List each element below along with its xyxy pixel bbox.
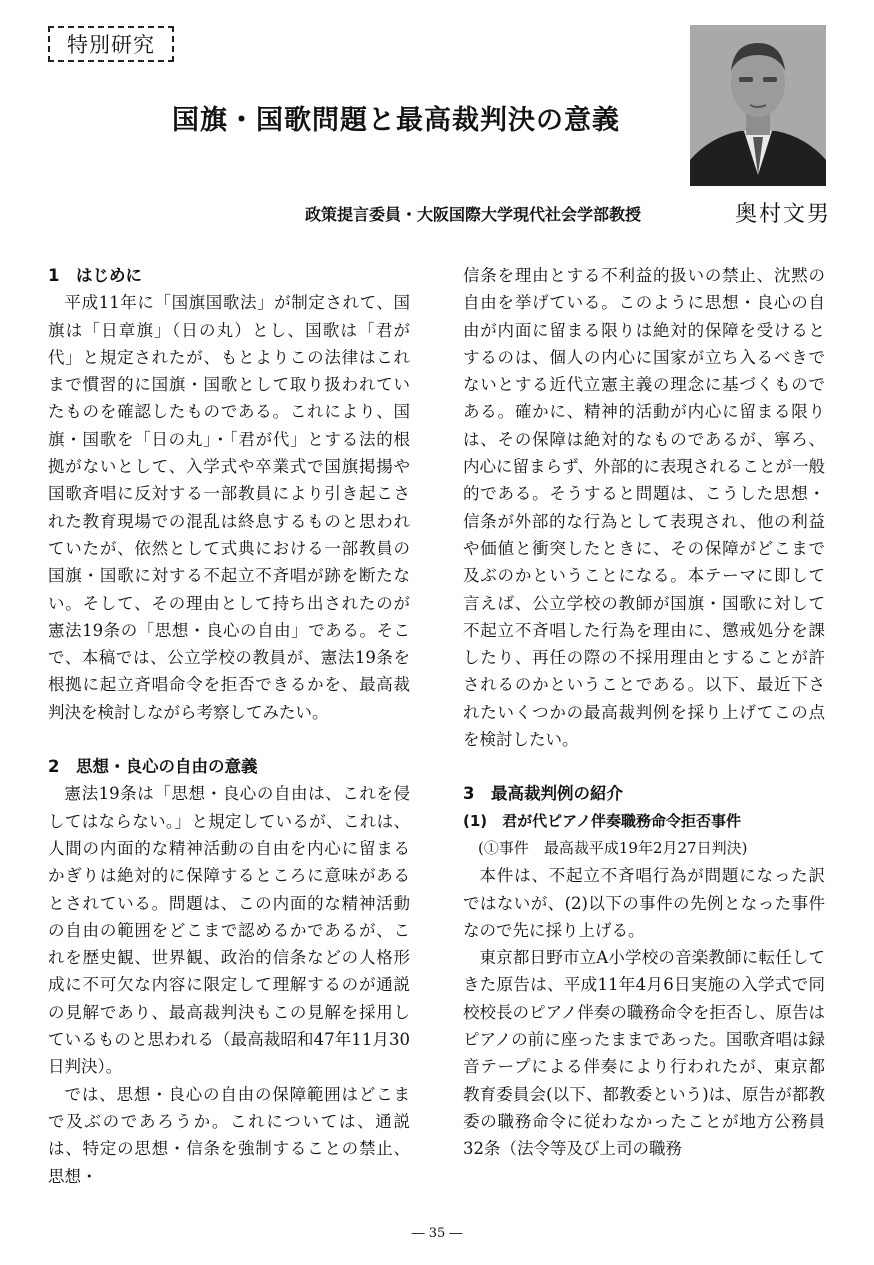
article-title: 国旗・国歌問題と最高裁判決の意義 [172, 105, 620, 136]
continued-paragraph: 信条を理由とする不利益的扱いの禁止、沈黙の自由を挙げている。このように思想・良心の自由が内面に留まる限りは絶対的保障を受けるとするのは、個人の内心に国家が立ち入るべきでないとする近代立憲主義の理念に基づくものである。確かに、精神的活動が内心に留まる限りは、その保障は絶対的なものであるが、寧ろ、内心に留まらず、外部的に表現されることが一般的である。そうすると問題は、こうした思想・信条が外部的な行為として表現され、他の利益や価値と衝突したときに、その保障がどこまで及ぶのかということになる。本テーマに即して言えば、公立学校の教師が国旗・国歌に対して不起立不斉唱した行為を理由に、懲戒処分を課したり、再任の際の不採用理由とすることが許されるのかということである。以下、最近下されたいくつかの最高裁判例を採り上げてこの点を検討したい。 [463, 266, 825, 750]
author-affiliation: 政策提言委員・大阪国際大学現代社会学部教授 [305, 205, 642, 224]
section-2-heading: 2 思想・良心の自由の意義 [48, 757, 258, 777]
author-portrait-image [690, 25, 826, 186]
section-1-paragraph-1: 平成11年に「国旗国歌法」が制定されて、国旗は「日章旗」（日の丸）とし、国歌は「君が代」と規定されたが、もとよりこの法律はこれまで慣習的に国旗・国歌として取り扱われていたものを確認したものである。これにより、国旗・国歌を「日の丸」・「君が代」とする法的根拠がないとして、入学式や卒業式で国旗掲揚や国歌斉唱に反対する一部教員により引き起こされた教育現場での混乱は終息するものと思われていたが、依然として式典における一部教員の国旗・国歌に対する不起立不斉唱が跡を断たない。そして、その理由として持ち出されたのが憲法19条の「思想・良心の自由」である。そこで、本稿では、公立学校の教員が、憲法19条を根拠に起立斉唱命令を拒否できるかを、最高裁判決を検討しながら考察してみたい。 [48, 293, 410, 722]
section-3-heading: 3 最高裁判例の紹介 [463, 784, 623, 804]
author-name: 奥村文男 [735, 202, 832, 227]
section-2-paragraph-1: 憲法19条は「思想・良心の自由は、これを侵してはならない。」と規定しているが、これは、人間の内面的な精神活動の自由を内心に留まるかぎりは絶対的に保障するところに意味があるとされている。問題は、この内面的な精神活動の自由の範囲をどこまで認めるかであるが、これを歴史観、世界観、政治的信条などの人格形成に不可欠な内容に限定して理解するのが通説の見解であり、最高裁判決もこの見解を採用しているものと思われる（最高裁昭和47年11月30日判決）。 [48, 784, 410, 1077]
right-column [463, 262, 825, 1163]
section-1-heading: 1 はじめに [48, 266, 142, 285]
left-column [48, 262, 410, 1190]
subsection-1-heading: (1) 君が代ピアノ伴奏職務命令拒否事件 [463, 811, 741, 830]
subsection-1-paragraph-1: 本件は、不起立不斉唱行為が問題になった訳ではないが、(2)以下の事件の先例となった事件なので先に採り上げる。 [463, 866, 825, 940]
section-2-paragraph-2: では、思想・良心の自由の保障範囲はどこまで及ぶのであろうか。これについては、通説は、特定の思想・信条を強制することの禁止、思想・ [48, 1084, 410, 1186]
category-tag: 特別研究 [48, 26, 174, 62]
subsection-1-paragraph-2: 東京都日野市立A小学校の音楽教師に転任してきた原告は、平成11年4月6日実施の入学式で同校校長のピアノ伴奏の職務命令を拒否し、原告はピアノの前に座ったままであった。国歌斉唱は録音テープによる伴奏により行われたが、東京都教育委員会(以下、都教委という)は、原告が都教委の職務命令に従わなかったことが地方公務員32条（法令等及び上司の職務 [463, 948, 825, 1159]
page-number: ― 35 ― [411, 1226, 463, 1241]
author-photo [690, 25, 826, 186]
subsection-1-case-citation: (①事件 最高裁平成19年2月27日判決) [478, 838, 748, 857]
